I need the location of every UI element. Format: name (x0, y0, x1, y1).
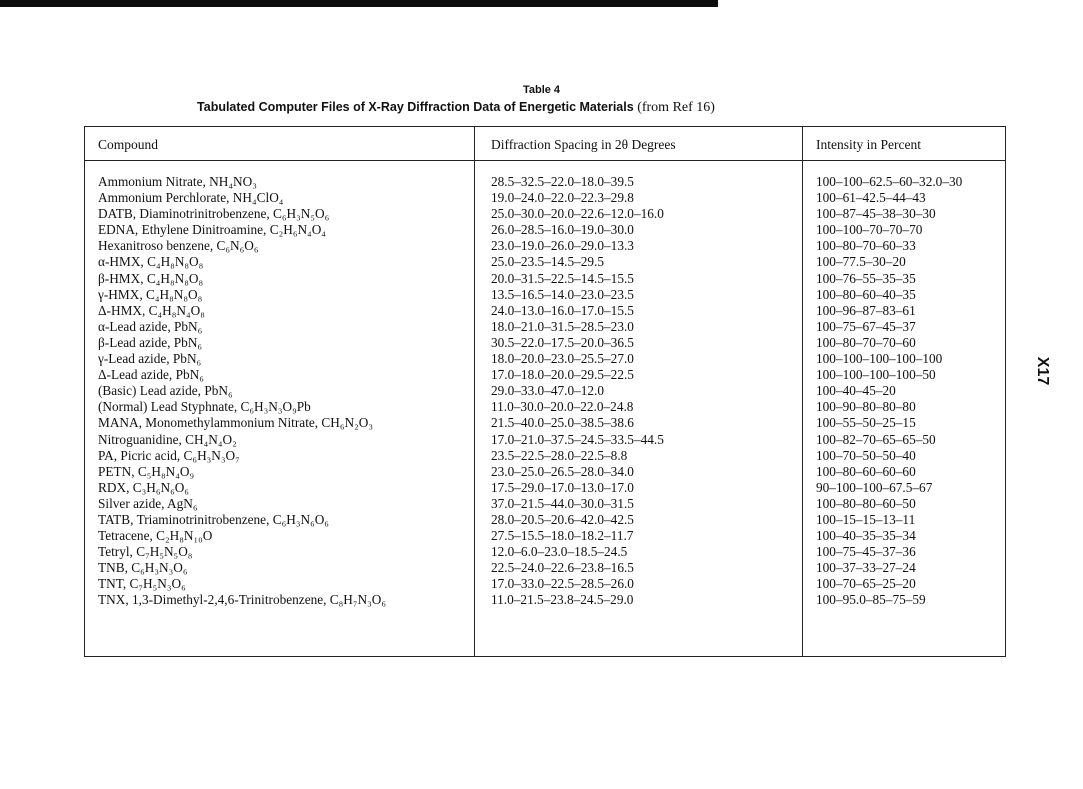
compound-cell: γ-HMX, C₄H₈N₈O₈ (98, 286, 203, 302)
compound-cell: β-HMX, C₄H₈N₈O₈ (98, 270, 204, 286)
spacing-cell: 25.0–23.5–14.5–29.5 (491, 254, 605, 270)
intensity-cell: 100–96–87–83–61 (816, 302, 916, 318)
compound-cell: RDX, C₃H₆N₆O₆ (98, 479, 189, 495)
spacing-cell: 27.5–15.5–18.0–18.2–11.7 (491, 528, 634, 544)
compound-cell: Δ-HMX, C₄H₈N₄O₈ (98, 302, 205, 318)
compound-cell: Ammonium Nitrate, NH₄NO₃ (98, 174, 257, 189)
compound-cell: TNB, C₆H₃N₃O₆ (98, 560, 188, 576)
spacing-cell: 24.0–13.0–16.0–17.0–15.5 (491, 302, 634, 318)
spacing-cell: 17.0–21.0–37.5–24.5–33.5–44.5 (491, 431, 664, 447)
spacing-cell: 18.0–21.0–31.5–28.5–23.0 (491, 318, 634, 334)
spacing-cell: 28.5–32.5–22.0–18.0–39.5 (491, 174, 634, 189)
spacing-cell: 37.0–21.5–44.0–30.0–31.5 (491, 495, 634, 511)
compound-cell: Δ-Lead azide, PbN₆ (98, 367, 204, 383)
header-spacing: Diffraction Spacing in 2θ Degrees (491, 137, 676, 152)
spacing-cell: 28.0–20.5–20.6–42.0–42.5 (491, 511, 634, 527)
compound-cell: α-Lead azide, PbN₆ (98, 318, 203, 334)
intensity-cell: 100–75–67–45–37 (816, 318, 916, 334)
intensity-cell: 100–40–45–20 (816, 383, 896, 399)
compound-cell: DATB, Diaminotrinitrobenzene, C₆H₃N₅O₆ (98, 206, 330, 222)
compound-cell: PA, Picric acid, C₆H₃N₃O₇ (98, 447, 240, 463)
intensity-cell: 100–77.5–30–20 (816, 254, 906, 270)
spacing-cell: 23.0–19.0–26.0–29.0–13.3 (491, 238, 634, 254)
intensity-cell: 100–80–70–60–33 (816, 238, 916, 254)
spacing-cell: 26.0–28.5–16.0–19.0–30.0 (491, 222, 634, 238)
intensity-cell: 100–55–50–25–15 (816, 415, 916, 431)
compound-cell: γ-Lead azide, PbN₆ (98, 351, 202, 367)
intensity-cell: 100–80–60–60–60 (816, 463, 916, 479)
compound-cell: Tetracene, C₂H₈N₁₀O (98, 528, 213, 544)
spacing-cell: 17.0–18.0–20.0–29.5–22.5 (491, 367, 634, 383)
column-divider (802, 127, 803, 656)
page-number: X17 (1034, 356, 1051, 386)
intensity-cell: 100–70–50–50–40 (816, 447, 916, 463)
intensity-cell: 100–100–100–100–100 (816, 351, 943, 367)
intensity-cell: 90–100–100–67.5–67 (816, 479, 933, 495)
compound-cell: TNT, C₇H₅N₃O₆ (98, 576, 186, 592)
intensity-cell: 100–100–70–70–70 (816, 222, 923, 238)
compound-cell: MANA, Monomethylammonium Nitrate, CH₆N₂O₃ (98, 415, 374, 431)
table-title (0, 100, 912, 116)
spacing-cell: 23.0–25.0–26.5–28.0–34.0 (491, 463, 634, 479)
intensity-cell: 100–40–35–35–34 (816, 528, 916, 544)
compound-cell: Nitroguanidine, CH₄N₄O₂ (98, 431, 237, 447)
spacing-cell: 29.0–33.0–47.0–12.0 (491, 383, 605, 399)
intensity-cell: 100–61–42.5–44–43 (816, 190, 926, 206)
compound-cell: α-HMX, C₄H₈N₈O₈ (98, 254, 204, 270)
intensity-cell: 100–37–33–27–24 (816, 560, 916, 576)
diffraction-table (84, 126, 1006, 657)
compound-cell: Ammonium Perchlorate, NH₄ClO₄ (98, 190, 284, 206)
spacing-cell: 11.0–21.5–23.8–24.5–29.0 (491, 592, 634, 608)
intensity-cell: 100–100–62.5–60–32.0–30 (816, 174, 963, 189)
spacing-column (491, 174, 664, 609)
compound-cell: (Basic) Lead azide, PbN₆ (98, 383, 233, 399)
spacing-cell: 19.0–24.0–22.0–22.3–29.8 (491, 190, 634, 206)
compound-cell: β-Lead azide, PbN₆ (98, 334, 203, 350)
intensity-cell: 100–15–15–13–11 (816, 511, 916, 527)
intensity-cell: 100–76–55–35–35 (816, 270, 916, 286)
intensity-cell: 100–82–70–65–65–50 (816, 431, 936, 447)
compound-cell: Hexanitroso benzene, C₆N₆O₆ (98, 238, 259, 254)
intensity-cell: 100–75–45–37–36 (816, 544, 916, 560)
intensity-column (816, 174, 962, 609)
spacing-cell: 11.0–30.0–20.0–22.0–24.8 (491, 399, 634, 415)
header-intensity: Intensity in Percent (816, 137, 921, 152)
intensity-cell: 100–70–65–25–20 (816, 576, 916, 592)
compound-cell: EDNA, Ethylene Dinitroamine, C₂H₆N₄O₄ (98, 222, 326, 238)
spacing-cell: 12.0–6.0–23.0–18.5–24.5 (491, 544, 628, 560)
table-label: Table 4 (522, 84, 561, 96)
compound-cell: TNX, 1,3-Dimethyl-2,4,6-Trinitrobenzene, C₈H₇N₃O₆ (98, 592, 387, 608)
intensity-cell: 100–90–80–80–80 (816, 399, 916, 415)
spacing-cell: 13.5–16.5–14.0–23.0–23.5 (491, 286, 634, 302)
spacing-cell: 17.0–33.0–22.5–28.5–26.0 (491, 576, 634, 592)
intensity-cell: 100–87–45–38–30–30 (816, 206, 936, 222)
spacing-cell: 23.5–22.5–28.0–22.5–8.8 (491, 447, 628, 463)
spacing-cell: 21.5–40.0–25.0–38.5–38.6 (491, 415, 634, 431)
column-divider (474, 127, 475, 656)
table-title-text: Tabulated Computer Files of X-Ray Diffraction Data of Energetic Materials (197, 100, 634, 114)
compound-cell: TATB, Triaminotrinitrobenzene, C₆H₃N₆O₆ (98, 511, 329, 527)
intensity-cell: 100–80–60–40–35 (816, 286, 916, 302)
table-title-ref: (from Ref 16) (633, 100, 715, 115)
header-compound: Compound (98, 137, 159, 152)
compound-cell: (Normal) Lead Styphnate, C₆H₃N₃O₉Pb (98, 399, 311, 415)
spacing-cell: 30.5–22.0–17.5–20.0–36.5 (491, 334, 634, 350)
intensity-cell: 100–95.0–85–75–59 (816, 592, 926, 608)
spacing-cell: 25.0–30.0–20.0–22.6–12.0–16.0 (491, 206, 664, 222)
compound-cell: Silver azide, AgN₆ (98, 495, 198, 511)
compound-cell: PETN, C₅H₈N₄O₉ (98, 463, 195, 479)
intensity-cell: 100–80–80–60–50 (816, 495, 916, 511)
spacing-cell: 22.5–24.0–22.6–23.8–16.5 (491, 560, 634, 576)
spacing-cell: 17.5–29.0–17.0–13.0–17.0 (491, 479, 634, 495)
spacing-cell: 20.0–31.5–22.5–14.5–15.5 (491, 270, 634, 286)
scan-top-bar (0, 0, 718, 7)
header-divider (85, 160, 1005, 161)
compound-column (98, 174, 386, 609)
spacing-cell: 18.0–20.0–23.0–25.5–27.0 (491, 351, 634, 367)
intensity-cell: 100–100–100–100–50 (816, 367, 936, 383)
intensity-cell: 100–80–70–70–60 (816, 334, 916, 350)
compound-cell: Tetryl, C₇H₅N₅O₈ (98, 544, 193, 560)
